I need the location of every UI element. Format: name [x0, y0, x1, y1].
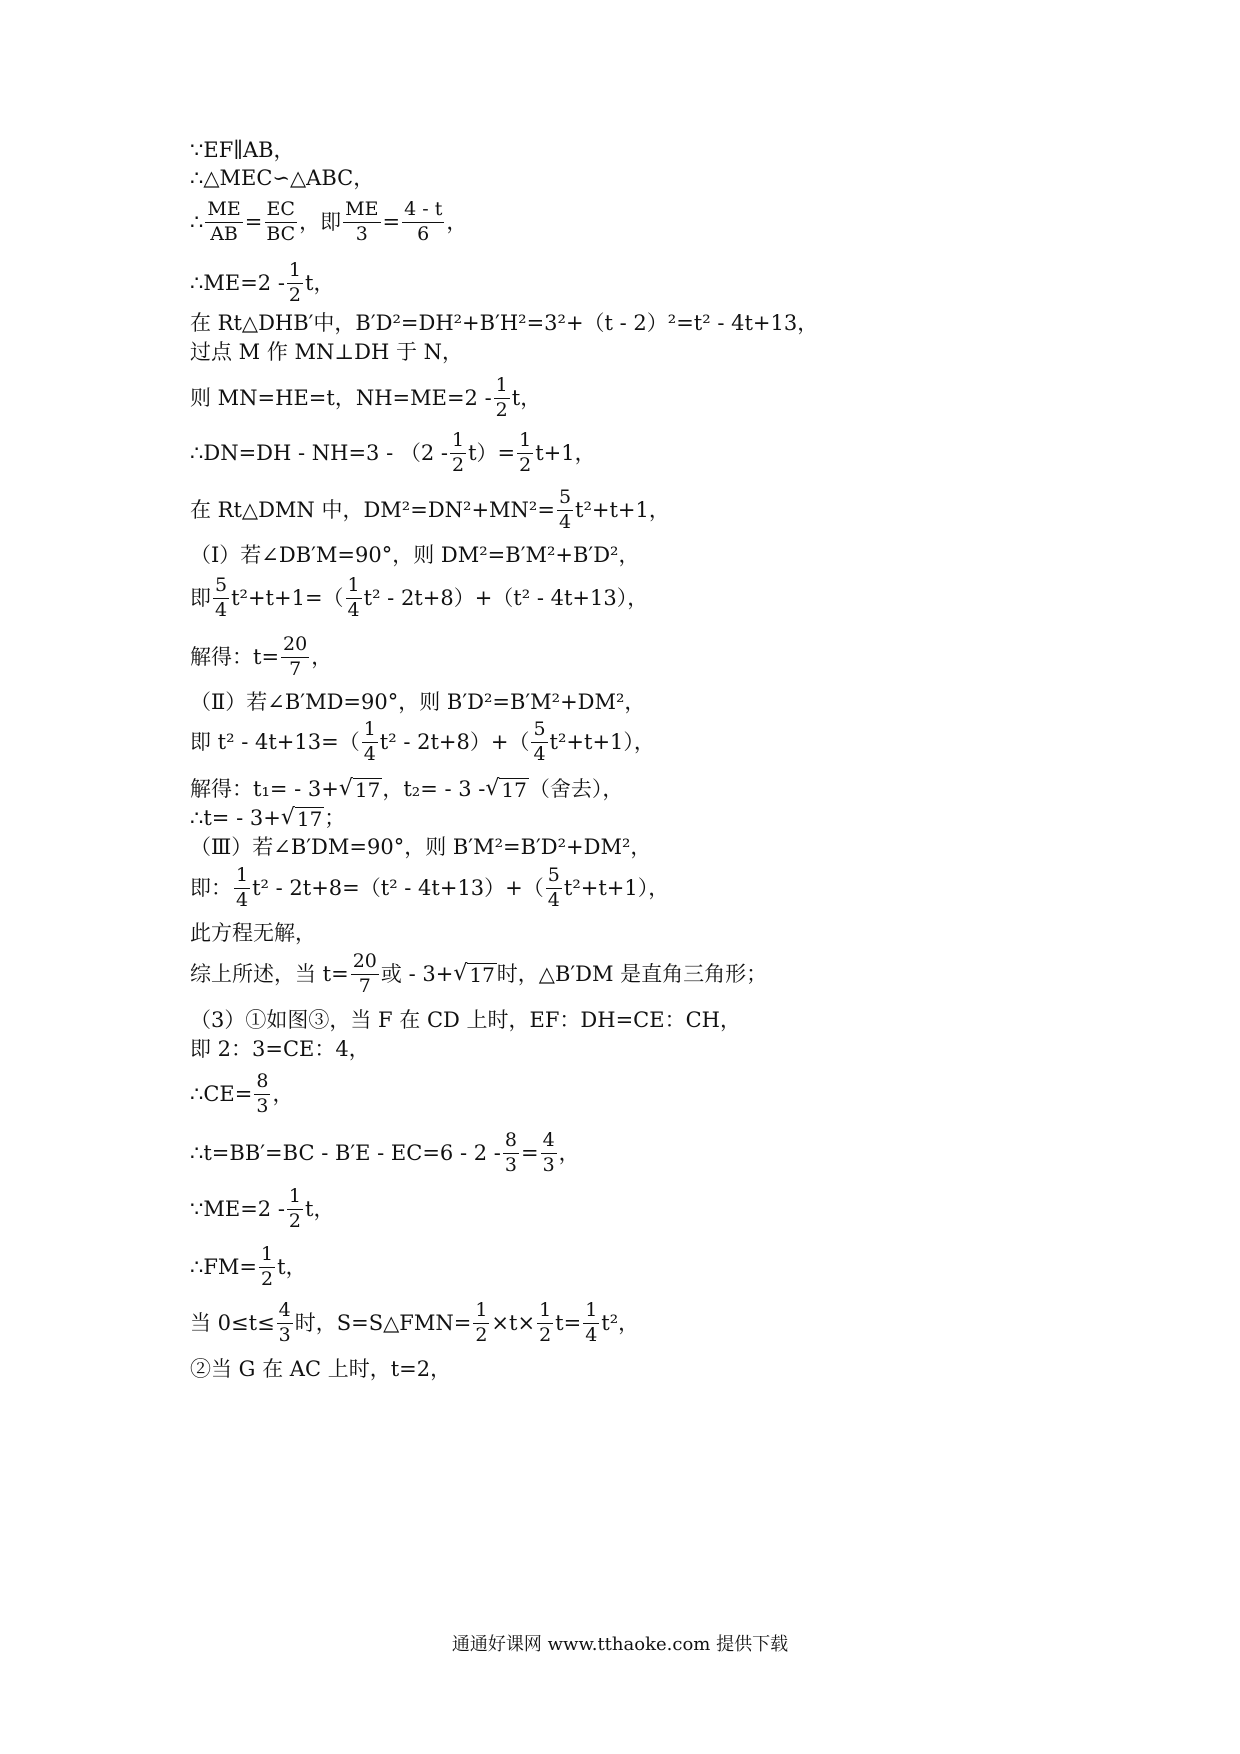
math-text: （Ⅰ）若∠DB′M=90°，则 DM²=B′M²+B′D²，: [190, 543, 640, 567]
fraction: [537, 1300, 553, 1347]
math-text: t，: [305, 270, 335, 295]
fraction-denominator: 2: [288, 283, 302, 306]
math-text: t²+t+1，: [575, 497, 670, 522]
fraction-denominator: 4: [558, 510, 572, 533]
solution-line: [190, 865, 669, 912]
solution-line: [190, 1186, 334, 1233]
fraction-numerator: 1: [362, 719, 378, 743]
math-text: ∴: [190, 209, 204, 234]
solution-line: [190, 691, 645, 713]
solution-line: [190, 260, 334, 307]
math-text: （舍去），: [528, 776, 624, 801]
math-text: ∵EF∥AB，: [190, 138, 295, 162]
fraction: [541, 1130, 557, 1177]
fraction-numerator: 1: [287, 260, 303, 284]
solution-line: [190, 951, 767, 998]
fraction-numerator: 1: [259, 1244, 275, 1268]
math-text: ∴t= - 3+: [190, 805, 281, 830]
math-text: ∴△MEC∽△ABC，: [190, 166, 375, 190]
fraction-numerator: 20: [351, 951, 379, 975]
fraction: [517, 430, 533, 477]
fraction-numerator: 1: [537, 1300, 553, 1324]
fraction: [557, 487, 573, 534]
radical-sign-icon: √: [338, 775, 353, 801]
fraction-numerator: ME: [205, 199, 242, 223]
fraction: [343, 199, 380, 246]
math-text: ，: [311, 644, 333, 669]
math-text: t²+t+1=（: [231, 585, 344, 610]
fraction-denominator: 2: [539, 1323, 552, 1346]
fraction-numerator: 4 - t: [402, 199, 444, 223]
fraction-denominator: 2: [495, 398, 508, 421]
fraction-numerator: 20: [281, 634, 309, 658]
math-text: 在 Rt△DHB′中，B′D²=DH²+B′H²=3²+（t - 2）²=t² - 4t+13，: [190, 311, 819, 335]
fraction: [287, 260, 303, 307]
math-text: ∴ME=2 -: [190, 270, 285, 295]
solution-line: [190, 575, 648, 622]
math-text: 此方程无解，: [190, 921, 316, 945]
fraction-denominator: 3: [256, 1094, 269, 1117]
fraction-denominator: 7: [289, 657, 302, 680]
fraction: [234, 865, 250, 912]
fraction-denominator: 2: [452, 453, 465, 476]
fraction-denominator: 4: [363, 742, 376, 765]
fraction-denominator: 2: [261, 1267, 274, 1290]
fraction: [346, 575, 362, 622]
math-text: ∵ME=2 -: [190, 1196, 285, 1221]
fraction-numerator: 8: [254, 1071, 270, 1095]
square-root: [280, 804, 324, 831]
fraction: [277, 1300, 293, 1347]
fraction-numerator: ME: [343, 199, 380, 223]
solution-line: [190, 375, 541, 422]
fraction: [254, 1071, 270, 1118]
fraction-denominator: 2: [519, 453, 532, 476]
math-text: ，t₂= - 3 -: [382, 776, 486, 801]
fraction-numerator: EC: [265, 199, 297, 223]
fraction-denominator: 6: [417, 222, 430, 245]
page-footer: 通通好课网 www.tthaoke.com 提供下载: [451, 1634, 789, 1655]
math-text: t+1，: [535, 440, 596, 465]
square-root: [485, 775, 528, 802]
fraction: [362, 719, 378, 766]
solution-line: [190, 804, 346, 831]
square-root: [338, 775, 382, 802]
fraction: [281, 634, 309, 681]
math-text: 当 0≤t≤: [190, 1310, 275, 1335]
fraction: [546, 865, 562, 912]
math-text: ②当 G 在 AC 上时，t=2，: [190, 1357, 452, 1381]
fraction-numerator: 1: [450, 430, 466, 454]
fraction-numerator: 4: [277, 1300, 293, 1324]
solution-line: [190, 199, 467, 246]
fraction: [450, 430, 466, 477]
math-text: 解得：t₁= - 3+: [190, 776, 339, 801]
fraction: [402, 199, 444, 246]
fraction-numerator: 1: [473, 1300, 489, 1324]
radical-sign-icon: √: [453, 960, 468, 986]
math-text: ，: [446, 209, 468, 234]
math-text: =: [244, 209, 263, 234]
math-text: ，即: [299, 209, 342, 234]
math-text: t，: [305, 1196, 335, 1221]
fraction: [213, 575, 229, 622]
math-text: t，: [511, 385, 542, 410]
solution-line: [190, 544, 639, 566]
math-text: =: [520, 1140, 539, 1165]
radicand: 17: [501, 777, 527, 802]
fraction: [287, 1186, 303, 1233]
fraction-denominator: 4: [236, 888, 249, 911]
solution-line: [190, 312, 818, 334]
fraction-denominator: 7: [358, 974, 371, 997]
fraction-denominator: 2: [475, 1323, 488, 1346]
fraction: [503, 1130, 519, 1177]
radicand: 17: [296, 806, 323, 831]
math-text: ，: [272, 1081, 294, 1106]
solution-line: [190, 836, 651, 858]
math-text: t²+t+1），: [549, 729, 655, 754]
fraction-denominator: 4: [585, 1323, 598, 1346]
fraction-denominator: 4: [215, 598, 228, 621]
fraction-denominator: 4: [347, 598, 360, 621]
math-text: t² - 2t+8）+（t² - 4t+13），: [363, 585, 649, 610]
solution-line: [190, 1038, 370, 1060]
math-text: ×t×: [491, 1310, 536, 1335]
fraction-denominator: 2: [288, 1209, 302, 1232]
math-text: 或 - 3+: [380, 961, 454, 986]
solution-line: [190, 1244, 307, 1291]
fraction-numerator: 1: [494, 375, 510, 399]
fraction-denominator: 3: [542, 1153, 555, 1176]
fraction-numerator: 1: [517, 430, 533, 454]
solution-line: [190, 634, 332, 681]
math-text: （Ⅱ）若∠B′MD=90°，则 B′D²=B′M²+DM²，: [190, 690, 646, 714]
solution-line: [190, 430, 596, 477]
fraction-numerator: 1: [583, 1300, 599, 1324]
fraction: [351, 951, 379, 998]
fraction-numerator: 1: [234, 865, 250, 889]
radicand: 17: [354, 777, 381, 802]
fraction-numerator: 4: [541, 1130, 557, 1154]
fraction-denominator: 3: [355, 222, 368, 245]
fraction: [494, 375, 510, 422]
math-text: ∴CE=: [190, 1081, 253, 1106]
solution-line: [190, 1071, 293, 1118]
math-text: （Ⅲ）若∠B′DM=90°，则 B′M²=B′D²+DM²，: [190, 835, 652, 859]
solution-line: [190, 1009, 741, 1031]
solution-line: [190, 487, 670, 534]
math-text: 即: [190, 585, 211, 610]
fraction: [264, 199, 297, 246]
radicand: 17: [469, 962, 495, 987]
math-text: ∴DN=DH - NH=3 - （2 -: [190, 440, 448, 465]
math-text: 过点 M 作 MN⊥DH 于 N，: [190, 340, 464, 364]
fraction-numerator: 1: [346, 575, 362, 599]
math-text: t² - 2t+8）+（: [379, 729, 530, 754]
math-text: t² - 2t+8=（t² - 4t+13）+（: [252, 875, 544, 900]
math-text: t）=: [468, 440, 516, 465]
math-text: 解得：t=: [190, 644, 280, 669]
fraction-denominator: 4: [533, 742, 546, 765]
fraction: [531, 719, 547, 766]
solution-line: [190, 1300, 639, 1347]
math-text: 则 MN=HE=t，NH=ME=2 -: [190, 385, 492, 410]
fraction: [205, 199, 242, 246]
math-text: 即 t² - 4t+13=（: [190, 729, 360, 754]
fraction-numerator: 5: [546, 865, 562, 889]
solution-line: [190, 719, 655, 766]
solution-line: [190, 1358, 451, 1380]
math-text: =: [382, 209, 401, 234]
math-text: 时，△B′DM 是直角三角形；: [496, 961, 768, 986]
solution-line: [190, 167, 374, 189]
square-root: [453, 960, 496, 987]
radical-sign-icon: √: [485, 775, 500, 801]
fraction-denominator: 4: [547, 888, 560, 911]
math-text: 时，S=S△FMN=: [294, 1310, 472, 1335]
radical-sign-icon: √: [280, 804, 295, 830]
math-text: t²+t+1），: [563, 875, 670, 900]
math-text: 即：: [190, 875, 232, 900]
math-text: 在 Rt△DMN 中，DM²=DN²+MN²=: [190, 497, 555, 522]
math-text: 综上所述，当 t=: [190, 961, 349, 986]
fraction-denominator: BC: [266, 222, 296, 245]
math-text: 即 2：3=CE：4，: [190, 1037, 370, 1061]
math-text: ，: [558, 1140, 580, 1165]
solution-line: [190, 775, 624, 802]
math-text: （3）①如图③，当 F 在 CD 上时，EF：DH=CE：CH，: [190, 1008, 741, 1032]
math-text: t²，: [601, 1310, 640, 1335]
fraction-numerator: 8: [503, 1130, 519, 1154]
fraction-numerator: 5: [531, 719, 547, 743]
solution-line: [190, 922, 316, 944]
fraction-denominator: 3: [278, 1323, 291, 1346]
fraction-denominator: AB: [210, 222, 238, 245]
math-text: ∴t=BB′=BC - B′E - EC=6 - 2 -: [190, 1140, 501, 1165]
solution-line: [190, 139, 295, 161]
solution-line: [190, 341, 463, 363]
solution-line: [190, 1130, 580, 1177]
math-text: ∴FM=: [190, 1254, 258, 1279]
fraction-denominator: 3: [504, 1153, 517, 1176]
fraction: [473, 1300, 489, 1347]
fraction: [259, 1244, 275, 1291]
fraction: [583, 1300, 599, 1347]
math-text: t，: [277, 1254, 307, 1279]
fraction-numerator: 1: [287, 1186, 303, 1210]
fraction-numerator: 5: [213, 575, 229, 599]
fraction-numerator: 5: [557, 487, 573, 511]
math-text: ；: [324, 805, 346, 830]
math-text: t=: [555, 1310, 582, 1335]
